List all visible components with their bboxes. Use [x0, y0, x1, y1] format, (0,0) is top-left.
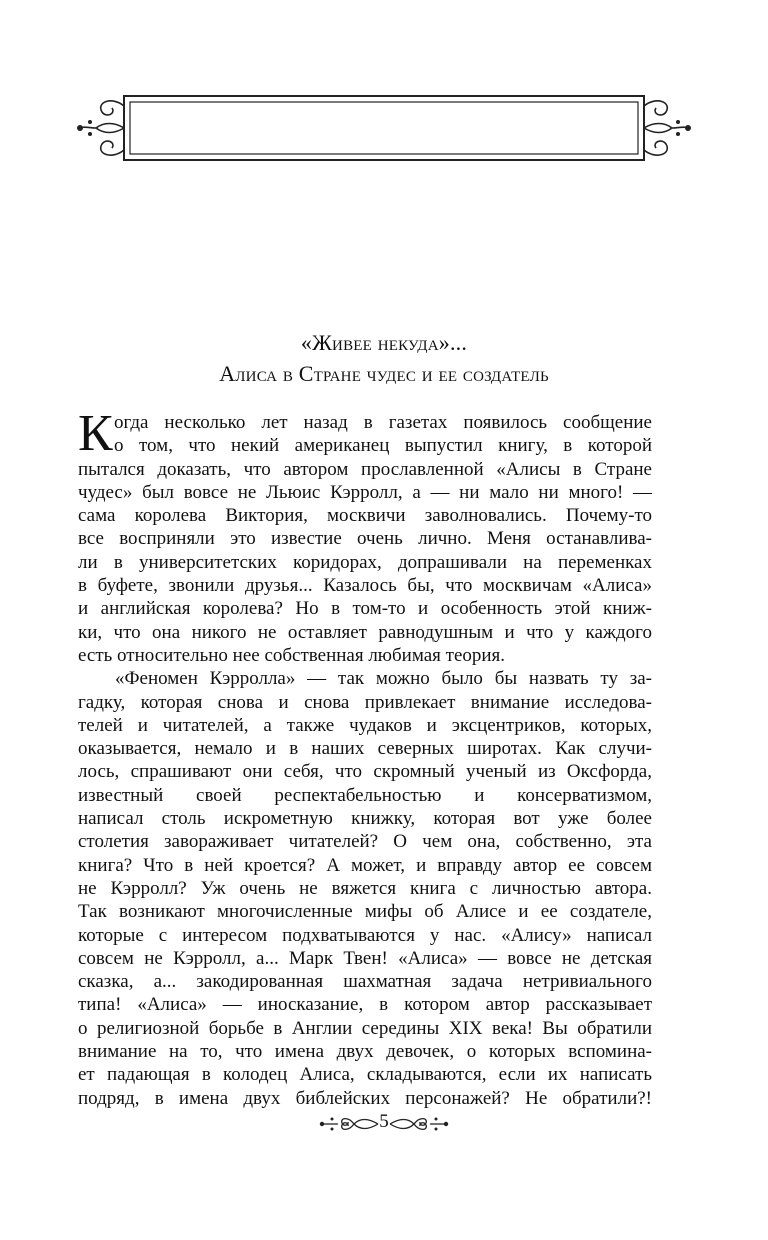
chapter-title-line-1: «Живее некуда»...	[300, 330, 468, 355]
text-line: которые с интересом подхватываются у нас. «Алису» написал	[78, 924, 652, 946]
text-line: телей и читателей, а также чудаков и эксцентриков, которых,	[78, 714, 652, 736]
text-line: не Кэрролл? Уж очень не вяжется книга с личностью автора.	[78, 877, 652, 899]
text-line: Так возникают многочисленные мифы об Алисе и ее создателе,	[78, 901, 652, 923]
text-line: лось, спрашивают они себя, что скромный ученый из Оксфорда,	[78, 761, 652, 783]
paragraph-1	[78, 405, 652, 667]
text-line: книга? Что в ней кроется? А может, и вправду автор ее совсем	[78, 854, 652, 876]
drop-cap: К	[78, 405, 113, 462]
text-line: в буфете, звонили друзья... Казалось бы, что москвичам «Алиса»	[78, 575, 652, 597]
chapter-title-line-2: Алиса в Стране чудес и ее создатель	[219, 361, 549, 386]
text-line: столетия завораживает читателей? О чем она, собственно, эта	[78, 831, 652, 853]
text-line: типа! «Алиса» — иносказание, в котором автор рассказывает	[78, 994, 652, 1016]
text-line: совсем не Кэрролл, а... Марк Твен! «Алиса» — вовсе не детская	[78, 947, 652, 969]
text-line: «Феномен Кэрролла» — так можно было бы назвать ту за-	[115, 668, 652, 690]
text-line: известный своей респектабельностью и консерватизмом,	[78, 784, 652, 806]
page-footer	[0, 1108, 768, 1138]
text-line: ет падающая в колодец Алиса, складываются, если их написать	[78, 1064, 652, 1086]
text-line: чудес» был вовсе не Льюис Кэрролл, а — ни мало ни много! —	[78, 481, 652, 503]
page-number: 5	[379, 1111, 389, 1132]
text-line: гадку, которая снова и снова привлекает внимание исследова-	[78, 691, 652, 713]
text-line: ки, что она никого не оставляет равнодушным и что у каждого	[78, 621, 652, 643]
text-line: сказка, а... закодированная шахматная задача нетривиального	[78, 971, 652, 993]
text-line: написал столь искрометную книжку, которая вот уже более	[78, 808, 652, 830]
text-line: внимание на то, что имена двух девочек, о которых вспомина-	[78, 1041, 652, 1063]
text-line: оказывается, немало и в наших северных широтах. Как случи-	[78, 738, 652, 760]
text-line: о том, что некий американец выпустил книгу, в которой	[114, 435, 652, 457]
text-line: сама королева Виктория, москвичи заволновались. Почему-то	[78, 505, 652, 527]
body-text	[78, 405, 652, 1110]
text-line: все восприняли это известие очень лично. Меня останавлива-	[78, 528, 652, 550]
chapter-title	[0, 327, 768, 389]
text-line: есть относительно нее собственная любимая теория.	[78, 644, 506, 666]
text-line: подряд, в имена двух библейских персонажей? Не обратили?!	[78, 1087, 652, 1109]
floral-ornament-icon	[386, 1114, 450, 1139]
header-ornamental-frame	[74, 92, 694, 164]
text-line: и английская королева? Но в том-то и особенность этой книж-	[78, 598, 652, 620]
text-line: К огда несколько лет назад в газетах появилось сообщение	[78, 405, 652, 462]
text-line: о религиозной борьбе в Англии середины XIX века! Вы обратили	[78, 1017, 652, 1039]
paragraph-2	[78, 667, 652, 1110]
text-line: ли в университетских коридорах, допрашивали на переменках	[78, 551, 652, 573]
text-line: пытался доказать, что автором прославленной «Алисы в Стране	[78, 458, 652, 480]
